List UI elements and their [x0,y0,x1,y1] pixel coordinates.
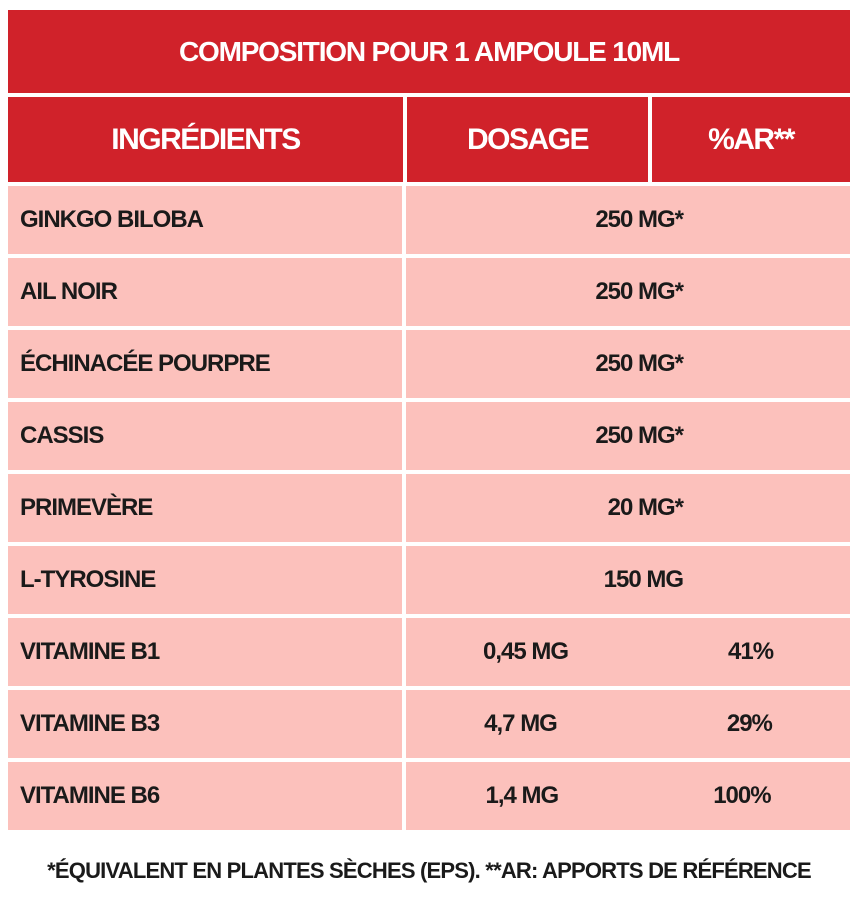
dosage-cell [406,690,850,758]
ingredient-cell: VITAMINE B6 [8,762,402,830]
ar-value: 29% [726,710,772,737]
ingredient-cell: VITAMINE B1 [8,618,402,686]
header-ingredients: INGRÉDIENTS [8,97,403,182]
dosage-cell [406,762,850,830]
composition-table [8,10,850,830]
ingredient-cell: CASSIS [8,402,402,470]
header-ar: %AR** [652,97,850,182]
dosage-value: 20 MG* [607,494,684,521]
dosage-value: 250 MG* [595,278,684,305]
dosage-cell [406,402,850,470]
ingredient-cell: AIL NOIR [8,258,402,326]
ingredient-cell: L-TYROSINE [8,546,402,614]
dosage-cell [406,186,850,254]
footnote: *ÉQUIVALENT EN PLANTES SÈCHES (EPS). **AR: APPORTS DE RÉFÉRENCE [47,858,811,883]
table-title: COMPOSITION POUR 1 AMPOULE 10ML [8,10,850,93]
dosage-value: 150 MG [603,566,684,593]
dosage-cell [406,474,850,542]
header-dosage: DOSAGE [407,97,648,182]
table-row [8,618,850,686]
table-header-row [8,97,850,182]
table-row [8,402,850,470]
dosage-cell [406,258,850,326]
dosage-cell [406,546,850,614]
table-row [8,474,850,542]
table-row [8,546,850,614]
dosage-value: 250 MG* [595,422,684,449]
ingredient-cell: ÉCHINACÉE POURPRE [8,330,402,398]
table-row [8,762,850,830]
dosage-value: 0,45 MG [482,638,569,665]
table-row [8,690,850,758]
dosage-value: 4,7 MG [484,710,557,737]
table-row [8,186,850,254]
ingredient-cell: VITAMINE B3 [8,690,402,758]
dosage-value: 250 MG* [595,206,684,233]
dosage-cell [406,618,850,686]
table-row [8,330,850,398]
table-row [8,258,850,326]
ingredient-cell: PRIMEVÈRE [8,474,402,542]
ingredient-cell: GINKGO BILOBA [8,186,402,254]
dosage-value: 250 MG* [595,350,684,377]
dosage-value: 1,4 MG [485,782,559,809]
ar-value: 41% [728,638,774,665]
dosage-cell [406,330,850,398]
ar-value: 100% [713,782,771,809]
